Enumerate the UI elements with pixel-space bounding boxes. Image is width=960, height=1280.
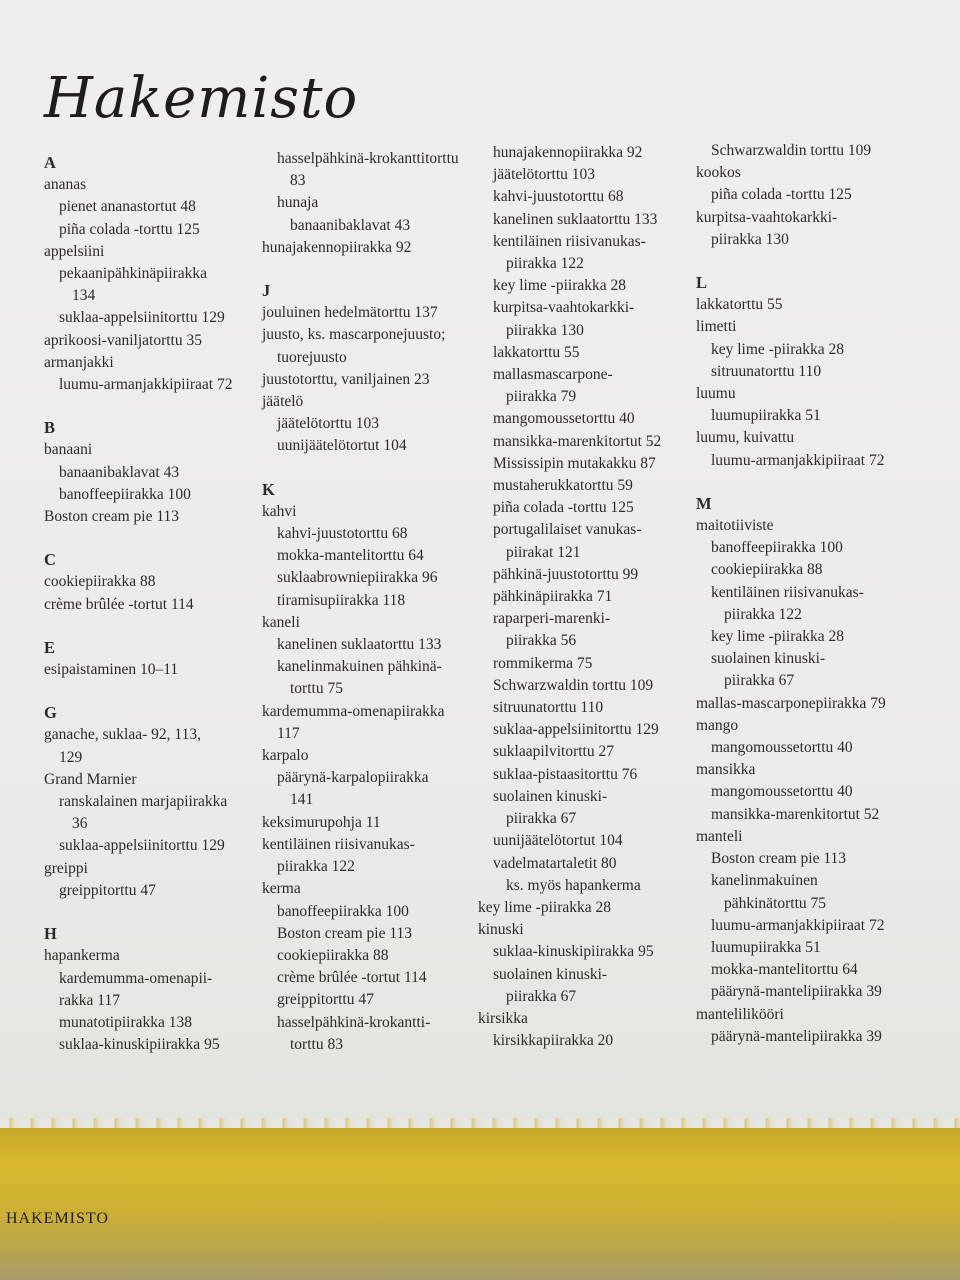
index-subentry: suklaa-kinuskipiirakka 95 bbox=[59, 1036, 220, 1054]
index-entry: cookiepiirakka 88 bbox=[44, 573, 156, 591]
index-entry: kurpitsa-vaahtokarkki- bbox=[696, 208, 838, 226]
index-subentry: pähkinätorttu 75 bbox=[724, 894, 827, 912]
index-subentry: portugalilaiset vanukas- bbox=[493, 521, 642, 539]
index-subentry: pähkinäpiirakka 71 bbox=[493, 588, 613, 606]
index-subentry: mokka-mantelitorttu 64 bbox=[711, 961, 858, 979]
index-entry: Boston cream pie 113 bbox=[44, 508, 180, 526]
index-subentry: piña colada -torttu 125 bbox=[59, 220, 200, 238]
index-column-1 bbox=[44, 152, 264, 1056]
index-entry: kaneli bbox=[262, 613, 300, 631]
index-subentry: luumu-armanjakkipiiraat 72 bbox=[59, 376, 233, 394]
index-subentry: Mississipin mutakakku 87 bbox=[493, 454, 656, 472]
index-entry: kahvi bbox=[262, 502, 297, 520]
index-subentry: jäätelötorttu 103 bbox=[493, 166, 596, 184]
index-subentry: vadelmatartaletit 80 bbox=[493, 854, 617, 872]
index-entry: Grand Marnier bbox=[44, 770, 137, 788]
index-subentry: päärynä-mantelipiirakka 39 bbox=[711, 983, 882, 1001]
index-subentry: rommikerma 75 bbox=[493, 654, 593, 672]
index-subentry: piirakka 122 bbox=[506, 255, 584, 273]
index-subentry: crème brûlée -tortut 114 bbox=[277, 969, 427, 987]
index-subentry: mangomoussetorttu 40 bbox=[711, 739, 853, 757]
index-subentry: mansikka-marenkitortut 52 bbox=[711, 805, 880, 823]
index-subentry: piirakka 56 bbox=[506, 632, 577, 650]
index-letter-heading: C bbox=[44, 550, 56, 570]
index-subentry: suolainen kinuski- bbox=[493, 787, 608, 805]
index-subentry: piña colada -torttu 125 bbox=[493, 499, 634, 517]
index-subentry: suklaabrowniepiirakka 96 bbox=[277, 569, 438, 587]
index-subentry: sitruunatorttu 110 bbox=[493, 699, 604, 717]
index-subentry: luumupiirakka 51 bbox=[711, 938, 821, 956]
index-subentry: 141 bbox=[290, 791, 314, 809]
index-subentry: suklaa-kinuskipiirakka 95 bbox=[493, 943, 654, 961]
index-subentry: ranskalainen marjapiirakka bbox=[59, 793, 228, 811]
index-entry: limetti bbox=[696, 318, 737, 336]
index-entry: ganache, suklaa- 92, 113, bbox=[44, 726, 201, 744]
index-entry: keksimurupohja 11 bbox=[262, 813, 381, 831]
index-subentry: key lime -piirakka 28 bbox=[711, 628, 844, 646]
index-entry: kookos bbox=[696, 164, 741, 182]
index-letter-heading: J bbox=[262, 281, 271, 301]
index-subentry: raparperi-marenki- bbox=[493, 610, 611, 628]
index-entry: karpalo bbox=[262, 747, 309, 765]
index-entry: maitotiiviste bbox=[696, 517, 774, 535]
index-subentry: jäätelötorttu 103 bbox=[277, 415, 380, 433]
index-entry: lakkatorttu 55 bbox=[696, 296, 783, 314]
index-subentry: tiramisupiirakka 118 bbox=[277, 591, 406, 609]
index-subentry: banaanibaklavat 43 bbox=[290, 216, 411, 234]
index-subentry: 117 bbox=[277, 724, 300, 742]
index-column-3 bbox=[478, 142, 698, 1052]
index-subentry: rakka 117 bbox=[59, 991, 120, 1009]
index-entry: kardemumma-omenapiirakka bbox=[262, 702, 445, 720]
index-entry: kentiläinen riisivanukas- bbox=[262, 835, 415, 853]
index-subentry: Schwarzwaldin torttu 109 bbox=[493, 676, 654, 694]
index-letter-heading: G bbox=[44, 703, 57, 723]
index-subentry: suklaa-appelsiinitorttu 129 bbox=[59, 309, 225, 327]
index-subentry: banoffeepiirakka 100 bbox=[277, 902, 409, 920]
index-letter-heading: K bbox=[262, 479, 275, 499]
index-subentry: tuorejuusto bbox=[277, 348, 347, 366]
index-subentry: päärynä-mantelipiirakka 39 bbox=[711, 1027, 882, 1045]
index-entry: crème brûlée -tortut 114 bbox=[44, 595, 194, 613]
index-subentry: piña colada -torttu 125 bbox=[711, 186, 852, 204]
index-entry: mantelilikööri bbox=[696, 1005, 784, 1023]
running-footer: HAKEMISTO bbox=[6, 1210, 109, 1227]
index-subentry: torttu 83 bbox=[290, 1035, 343, 1053]
index-entry: mango bbox=[696, 716, 739, 734]
index-entry: hapankerma bbox=[44, 947, 120, 965]
index-letter-heading: A bbox=[44, 153, 56, 172]
index-entry: luumu, kuivattu bbox=[696, 429, 795, 447]
index-subentry: piirakka 130 bbox=[711, 230, 789, 248]
index-subentry: luumu-armanjakkipiiraat 72 bbox=[711, 451, 885, 469]
index-subentry: hunaja bbox=[277, 194, 319, 212]
index-subentry: banaanibaklavat 43 bbox=[59, 463, 180, 481]
index-subentry: kentiläinen riisivanukas- bbox=[493, 232, 646, 250]
index-entry: manteli bbox=[696, 827, 743, 845]
index-subentry: Boston cream pie 113 bbox=[711, 850, 847, 868]
index-letter-heading: M bbox=[696, 493, 712, 513]
index-subentry: banoffeepiirakka 100 bbox=[711, 539, 843, 557]
index-subentry: mustaherukkatorttu 59 bbox=[493, 477, 633, 495]
index-entry: kirsikka bbox=[478, 1009, 528, 1027]
index-subentry: piirakka 79 bbox=[506, 388, 577, 406]
index-entry: juusto, ks. mascarponejuusto; bbox=[262, 326, 446, 344]
index-subentry: kanelinmakuinen bbox=[711, 872, 818, 890]
index-letter-heading: H bbox=[44, 924, 57, 944]
index-subentry: greippitorttu 47 bbox=[59, 881, 156, 899]
index-subentry: Boston cream pie 113 bbox=[277, 924, 413, 942]
index-subentry: sitruunatorttu 110 bbox=[711, 362, 822, 380]
index-letter-heading: B bbox=[44, 418, 56, 438]
index-subentry: 83 bbox=[290, 172, 306, 190]
index-subentry: munatotipiirakka 138 bbox=[59, 1013, 193, 1031]
index-subentry: piirakka 67 bbox=[506, 987, 577, 1005]
index-subentry: piirakka 67 bbox=[506, 810, 577, 828]
index-subentry: cookiepiirakka 88 bbox=[711, 561, 823, 579]
index-subentry: cookiepiirakka 88 bbox=[277, 946, 389, 964]
index-subentry: mallasmascarpone- bbox=[493, 366, 613, 384]
index-subentry: kahvi-juustotorttu 68 bbox=[493, 188, 624, 206]
index-subentry: piirakka 122 bbox=[277, 858, 355, 876]
index-subentry: päärynä-karpalopiirakka bbox=[277, 769, 429, 787]
index-entry: ananas bbox=[44, 176, 87, 194]
index-subentry: suklaapilvitorttu 27 bbox=[493, 743, 614, 761]
index-subentry: suklaa-pistaasitorttu 76 bbox=[493, 765, 638, 783]
index-subentry: piirakka 130 bbox=[506, 321, 584, 339]
index-subentry: key lime -piirakka 28 bbox=[711, 340, 844, 358]
index-subentry: luumu-armanjakkipiiraat 72 bbox=[711, 916, 885, 934]
index-subentry: kanelinmakuinen pähkinä- bbox=[277, 658, 442, 676]
index-entry: esipaistaminen 10–11 bbox=[44, 661, 179, 679]
index-letter-heading: E bbox=[44, 637, 56, 657]
index-entry: greippi bbox=[44, 859, 88, 877]
index-entry: mansikka bbox=[696, 761, 756, 779]
index-entry: juustotorttu, vaniljainen 23 bbox=[262, 370, 430, 388]
index-subentry: uunijäätelötortut 104 bbox=[493, 832, 623, 850]
index-subentry: hasselpähkinä-krokantti- bbox=[277, 1013, 431, 1031]
index-subentry: key lime -piirakka 28 bbox=[493, 277, 626, 295]
index-entry: kerma bbox=[262, 880, 301, 898]
index-subentry: uunijäätelötortut 104 bbox=[277, 437, 407, 455]
index-subentry: kentiläinen riisivanukas- bbox=[711, 583, 864, 601]
index-subentry: kahvi-juustotorttu 68 bbox=[277, 525, 408, 543]
index-subentry: luumupiirakka 51 bbox=[711, 407, 821, 425]
index-subentry: mansikka-marenkitortut 52 bbox=[493, 432, 662, 450]
index-entry: key lime -piirakka 28 bbox=[478, 898, 611, 916]
index-subentry: piirakka 122 bbox=[724, 605, 802, 623]
index-entry: banaani bbox=[44, 441, 93, 459]
index-subentry: hunajakennopiirakka 92 bbox=[493, 144, 643, 161]
index-subentry: kardemumma-omenapii- bbox=[59, 969, 213, 987]
index-entry: 129 bbox=[59, 748, 83, 766]
index-subentry: kirsikkapiirakka 20 bbox=[493, 1032, 614, 1050]
index-subentry: torttu 75 bbox=[290, 680, 343, 698]
index-subentry: mokka-mantelitorttu 64 bbox=[277, 547, 424, 565]
index-subentry: pekaanipähkinäpiirakka bbox=[59, 265, 208, 283]
index-subentry: suklaa-appelsiinitorttu 129 bbox=[493, 721, 659, 739]
index-subentry: Schwarzwaldin torttu 109 bbox=[711, 142, 872, 159]
index-subentry: hasselpähkinä-krokanttitorttu bbox=[277, 150, 459, 167]
index-entry: mallas-mascarponepiirakka 79 bbox=[696, 694, 886, 712]
index-subentry: lakkatorttu 55 bbox=[493, 343, 580, 361]
index-subentry: mangomoussetorttu 40 bbox=[493, 410, 635, 428]
index-subentry: piirakat 121 bbox=[506, 543, 581, 561]
index-subentry: piirakka 67 bbox=[724, 672, 795, 690]
index-subentry: greippitorttu 47 bbox=[277, 991, 374, 1009]
index-subentry: suklaa-appelsiinitorttu 129 bbox=[59, 837, 225, 855]
index-entry: kinuski bbox=[478, 921, 524, 939]
page-title: Hakemisto bbox=[44, 66, 359, 131]
index-subentry: 36 bbox=[72, 815, 88, 833]
index-subentry: pähkinä-juustotorttu 99 bbox=[493, 565, 639, 583]
index-subentry: kanelinen suklaatorttu 133 bbox=[493, 210, 658, 228]
index-entry: armanjakki bbox=[44, 353, 114, 371]
yellow-fabric bbox=[0, 1128, 960, 1280]
index-column-4 bbox=[696, 140, 916, 1048]
index-entry: aprikoosi-vaniljatorttu 35 bbox=[44, 331, 202, 349]
index-entry: luumu bbox=[696, 385, 736, 403]
index-column-2 bbox=[262, 148, 482, 1056]
index-subentry: ks. myös hapankerma bbox=[506, 876, 641, 894]
index-subentry: suolainen kinuski- bbox=[493, 965, 608, 983]
index-entry: appelsiini bbox=[44, 242, 105, 260]
index-subentry: mangomoussetorttu 40 bbox=[711, 783, 853, 801]
index-subentry: 134 bbox=[72, 287, 96, 305]
index-subentry: kurpitsa-vaahtokarkki- bbox=[493, 299, 635, 317]
index-subentry: banoffeepiirakka 100 bbox=[59, 485, 191, 503]
index-subentry: suolainen kinuski- bbox=[711, 650, 826, 668]
index-subentry: pienet ananastortut 48 bbox=[59, 198, 196, 216]
index-entry: hunajakennopiirakka 92 bbox=[262, 238, 412, 256]
index-subentry: kanelinen suklaatorttu 133 bbox=[277, 636, 442, 654]
index-letter-heading: L bbox=[696, 273, 708, 293]
index-entry: jouluinen hedelmätorttu 137 bbox=[262, 304, 438, 322]
index-entry: jäätelö bbox=[262, 393, 304, 411]
